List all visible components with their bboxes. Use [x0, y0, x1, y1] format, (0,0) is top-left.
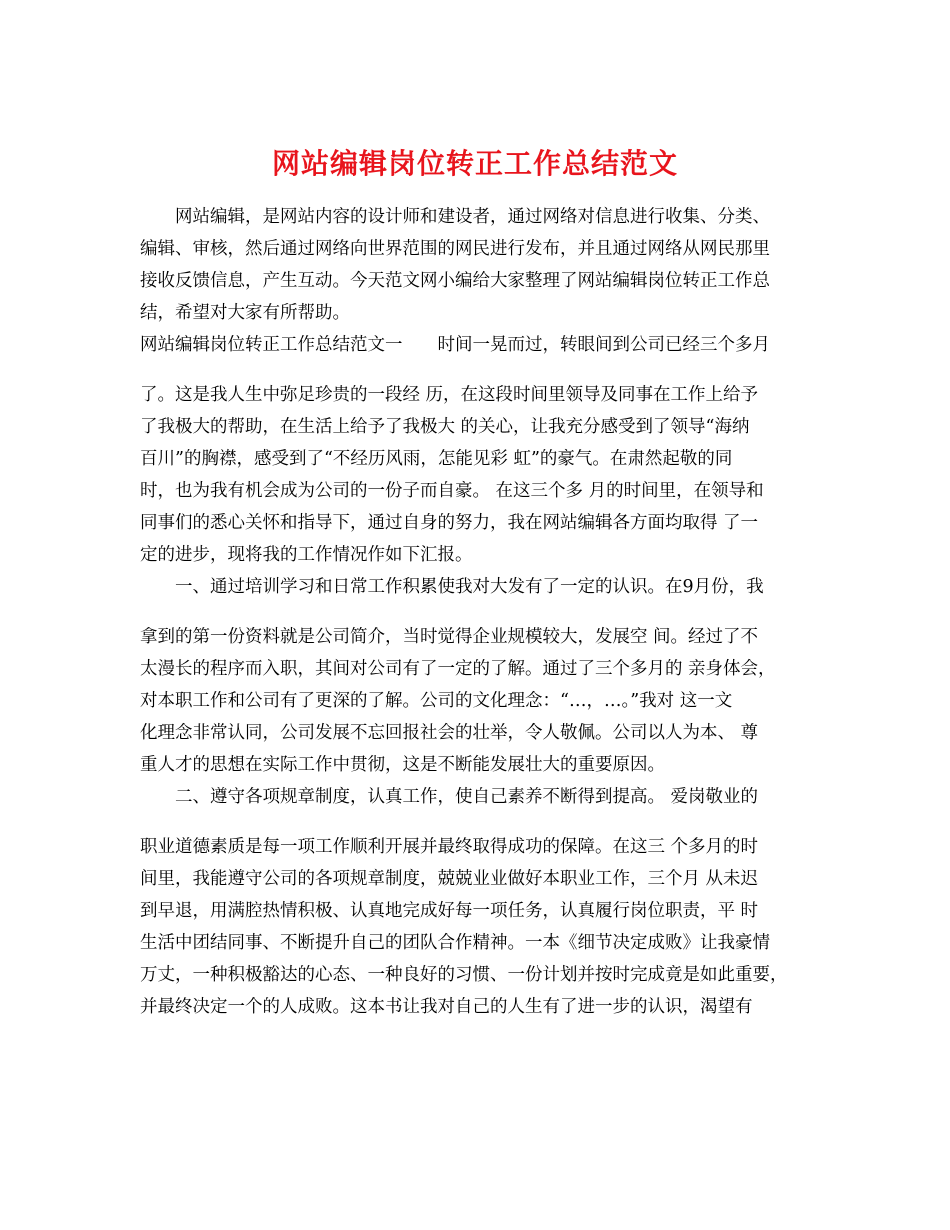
- body-line: 接收反馈信息，产生互动。今天范文网小编给大家整理了网站编辑岗位转正工作总: [140, 271, 770, 291]
- document-title: 网站编辑岗位转正工作总结范文: [271, 147, 678, 180]
- body-line: 重人才的思想在实际工作中贯彻，这是不断能发展壮大的重要原因。: [140, 755, 665, 775]
- body-line: 网站编辑岗位转正工作总结范文一 时间一晃而过，转眼间到公司已经三个多月: [140, 335, 770, 355]
- body-line: 百川”的胸襟，感受到了“不经历风雨，怎能见彩 虹”的豪气。在肃然起敬的同: [140, 449, 733, 469]
- body-line: 时，也为我有机会成为公司的一份子而自豪。 在这三个多 月的时间里，在领导和: [140, 481, 764, 501]
- body-line: 结，希望对大家有所帮助。: [140, 303, 350, 323]
- body-line: 生活中团结同事、不断提升自己的团队合作精神。一本《细节决定成败》让我豪情: [140, 933, 770, 953]
- body-line: 了我极大的帮助，在生活上给予了我极大 的关心，让我充分感受到了领导“海纳: [140, 417, 750, 437]
- body-line: 万丈，一种积极豁达的心态、一种良好的习惯、一份计划并按时完成竟是如此重要，: [140, 965, 788, 985]
- body-line: 同事们的悉心关怀和指导下，通过自身的努力，我在网站编辑各方面均取得 了一: [140, 513, 759, 533]
- body-line: 间里，我能遵守公司的各项规章制度，兢兢业业做好本职业工作，三个月 从未迟: [140, 869, 759, 889]
- body-line: 对本职工作和公司有了更深的了解。公司的文化理念：“…，…。”我对 这一文: [140, 691, 733, 711]
- body-line: 网站编辑，是网站内容的设计师和建设者，通过网络对信息进行收集、分类、: [140, 207, 770, 227]
- body-line: 二、遵守各项规章制度，认真工作，使自己素养不断得到提高。 爱岗敬业的: [140, 787, 759, 807]
- body-line: 太漫长的程序而入职，其间对公司有了一定的了解。通过了三个多月的 亲身体会，: [140, 659, 776, 679]
- body-line: 并最终决定一个的人成败。这本书让我对自己的人生有了进一步的认识，渴望有: [140, 997, 753, 1017]
- body-line: 编辑、审核，然后通过网络向世界范围的网民进行发布，并且通过网络从网民那里: [140, 239, 770, 259]
- body-line: 职业道德素质是每一项工作顺利开展并最终取得成功的保障。在这三 个多月的时: [140, 837, 759, 857]
- body-line: 拿到的第一份资料就是公司简介，当时觉得企业规模较大，发展空 间。经过了不: [140, 627, 759, 647]
- body-line: 化理念非常认同，公司发展不忘回报社会的壮举，令人敬佩。公司以人为本、 尊: [140, 723, 759, 743]
- body-line: 定的进步，现将我的工作情况作如下汇报。: [140, 545, 473, 565]
- body-line: 到早退，用满腔热情积极、认真地完成好每一项任务，认真履行岗位职责，平 时: [140, 901, 759, 921]
- body-line: 了。这是我人生中弥足珍贵的一段经 历，在这段时间里领导及同事在工作上给予: [140, 385, 759, 405]
- body-line: 一、通过培训学习和日常工作积累使我对大发有了一定的认识。在9月份，我: [140, 577, 764, 597]
